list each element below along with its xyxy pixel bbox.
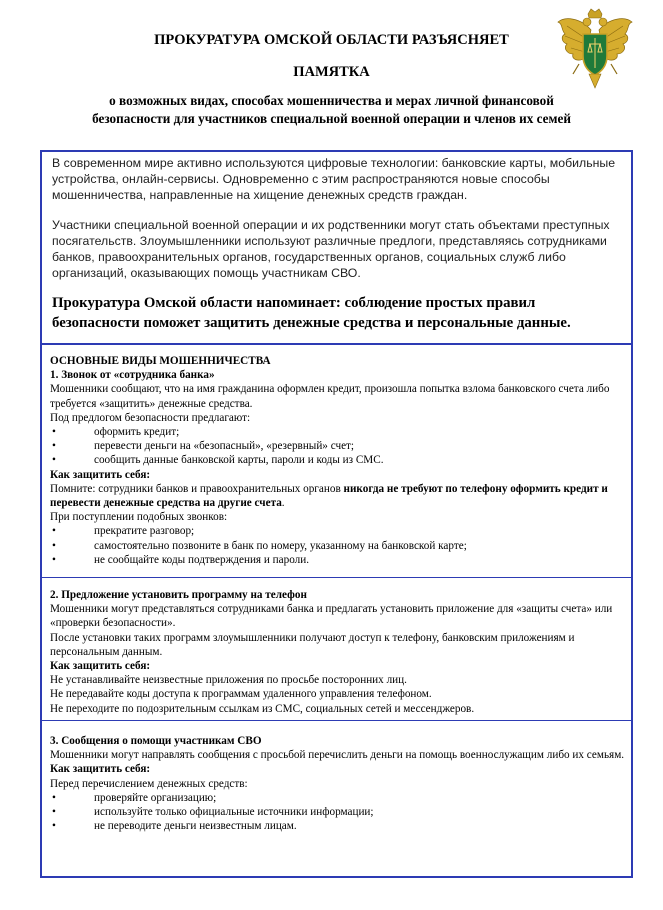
intro-box (40, 150, 633, 345)
reminder-text: Прокуратура Омской области напоминает: соблюдение простых правил безопасности поможет защитить денежные средства и персональные данные. (52, 295, 571, 331)
when-calls-label: При поступлении подобных звонков: (50, 511, 228, 524)
list-item: • используйте только официальные источники информации; (50, 805, 625, 819)
doc-subtitle (0, 92, 663, 128)
fraud-types-box (40, 343, 633, 878)
protect-title: Как защитить себя: (50, 763, 151, 776)
remember-end: . (281, 497, 285, 510)
main-section-title: ОСНОВНЫЕ ВИДЫ МОШЕННИЧЕСТВА (50, 355, 271, 367)
section-description: Мошенники могут представляться сотрудниками банка и предлагать установить приложение для «защиты счета» или «проверки безопасности». (50, 603, 613, 630)
list-item: • проверяйте организацию; (50, 791, 625, 805)
before-label: Перед перечислением денежных средств: (50, 777, 248, 790)
protect-title: Как защитить себя: (50, 468, 151, 481)
actions-list (50, 524, 625, 567)
subtitle-line-2: безопасности для участников специальной военной операции и членов их семей (92, 111, 571, 126)
list-item: • сообщить данные банковской карты, пароли и коды из СМС. (50, 453, 625, 467)
tip-line: Не переходите по подозрительным ссылкам из СМС, социальных сетей и мессенджеров. (50, 702, 475, 715)
list-item: • прекратите разговор; (50, 524, 625, 538)
check-list (50, 791, 625, 834)
remember-bold: никогда не требуют по телефону оформить кредит и перевести денежные средства на другие счета (50, 482, 608, 510)
section-title: 1. Звонок от «сотрудника банка» (50, 369, 215, 382)
tip-line: Не устанавливайте неизвестные приложения по просьбе посторонних лиц. (50, 674, 407, 687)
list-item: • оформить кредит; (50, 425, 625, 439)
org-title: ПРОКУРАТУРА ОМСКОЙ ОБЛАСТИ РАЗЪЯСНЯЕТ (154, 32, 509, 48)
pretext-label: Под предлогом безопасности предлагают: (50, 411, 251, 424)
section-divider (42, 577, 631, 578)
section-divider (42, 720, 631, 721)
subtitle-line-1: о возможных видах, способах мошенничества и мерах личной финансовой (109, 93, 554, 108)
section-title: 2. Предложение установить программу на телефон (50, 589, 307, 601)
protect-title: Как защитить себя: (50, 660, 151, 673)
section-title: 3. Сообщения о помощи участникам СВО (50, 735, 262, 747)
section-bank-call (50, 354, 625, 567)
doc-type-title: ПАМЯТКА (293, 64, 370, 80)
list-item: • не сообщайте коды подтверждения и пароли. (50, 553, 625, 567)
list-item: • самостоятельно позвоните в банк по номеру, указанному на банковской карте; (50, 539, 625, 553)
pretext-list (50, 425, 625, 468)
intro-paragraph-2: Участники специальной военной операции и их родственники могут стать объектами преступных посягательств. Злоумышленники используют различные предлоги, представляясь сотрудниками банков, правоохранительных органов, государственных органов, социальных служб либо организаций, оказывающих помощь участникам СВО. (52, 218, 610, 280)
intro-paragraph-1: В современном мире активно используются цифровые технологии: банковские карты, мобильные устройства, онлайн-сервисы. Одновременно с этим распространяются новые способы мошенничества, направленные на хищение денежных средств граждан. (52, 156, 616, 202)
list-item: • перевести деньги на «безопасный», «резервный» счет; (50, 439, 625, 453)
prosecutor-emblem-icon (555, 8, 635, 94)
tip-line: Не передавайте коды доступа к программам удаленного управления телефоном. (50, 688, 432, 701)
remember-start: Помните: сотрудники банков и правоохранительных органов (50, 482, 344, 495)
section-svo-help (50, 734, 625, 833)
section-app-install (50, 588, 625, 716)
list-item: • не переводите деньги неизвестным лицам. (50, 819, 625, 833)
section-description: Мошенники могут направлять сообщения с просьбой перечислить деньги на помощь военнослужащим либо их семьям. (50, 749, 625, 762)
remember-text (50, 482, 625, 510)
section-description: Мошенники сообщают, что на имя гражданина оформлен кредит, произошла попытка взлома банковского счета либо требуется «защитить» денежные средства. (50, 383, 610, 410)
section-after-text: После установки таких программ злоумышленники получают доступ к телефону, банковским приложениям и персональным данным. (50, 631, 575, 658)
